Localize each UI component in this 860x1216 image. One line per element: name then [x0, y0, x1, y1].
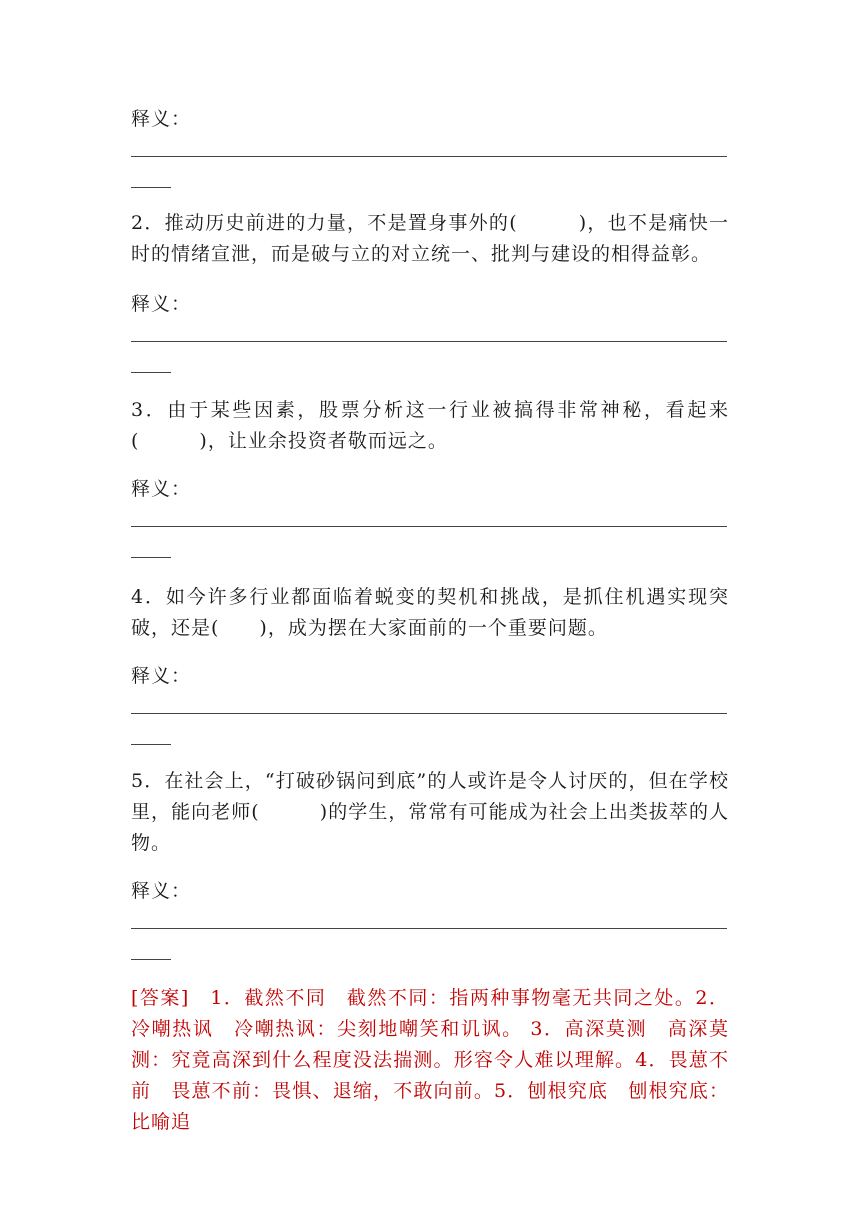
explain-label-1: 释义：: [131, 108, 192, 130]
question-2: 2．推动历史前进的力量，不是置身事外的( )，也不是痛快一时的情绪宣泄，而是破与立的对立统一、批判与建设的相得益彰。: [131, 212, 729, 265]
question-4: 4．如今许多行业都面临着蜕变的契机和挑战，是抓住机遇实现突破，还是( )，成为摆在大家面前的一个重要问题。: [131, 586, 729, 639]
answer-key: [答案] 1．截然不同 截然不同：指两种事物毫无共同之处。2．冷嘲热讽 冷嘲热讽：尖刻地嘲笑和讥讽。 3．高深莫测 高深莫测：究竟高深到什么程度没法揣测。形容令人难以理解。4．畏葸不前 畏葸不前：畏惧、退缩，不敢向前。5．刨根究底 刨根究底：比喻追: [131, 987, 729, 1133]
answer-line-4-end: [131, 744, 171, 745]
answer-line-3: [131, 526, 727, 527]
question-5: 5．在社会上，“打破砂锅问到底”的人或许是令人讨厌的，但在学校里，能向老师( )的学生，常常有可能成为社会上出类拔萃的人物。: [131, 770, 729, 854]
answer-line-2-end: [131, 372, 171, 373]
explain-label-3: 释义：: [131, 478, 192, 500]
answer-line-1: [131, 156, 727, 157]
answer-line-1-end: [131, 187, 171, 188]
explain-label-2: 释义：: [131, 293, 192, 315]
answer-line-5-end: [131, 959, 171, 960]
explain-label-4: 释义：: [131, 665, 192, 687]
answer-line-4: [131, 713, 727, 714]
explain-label-5: 释义：: [131, 880, 192, 902]
answer-line-3-end: [131, 557, 171, 558]
question-3: 3．由于某些因素，股票分析这一行业被搞得非常神秘，看起来( )，让业余投资者敬而远之。: [131, 399, 729, 452]
answer-line-5: [131, 928, 727, 929]
answer-line-2: [131, 341, 727, 342]
document-page: [131, 0, 729, 1216]
